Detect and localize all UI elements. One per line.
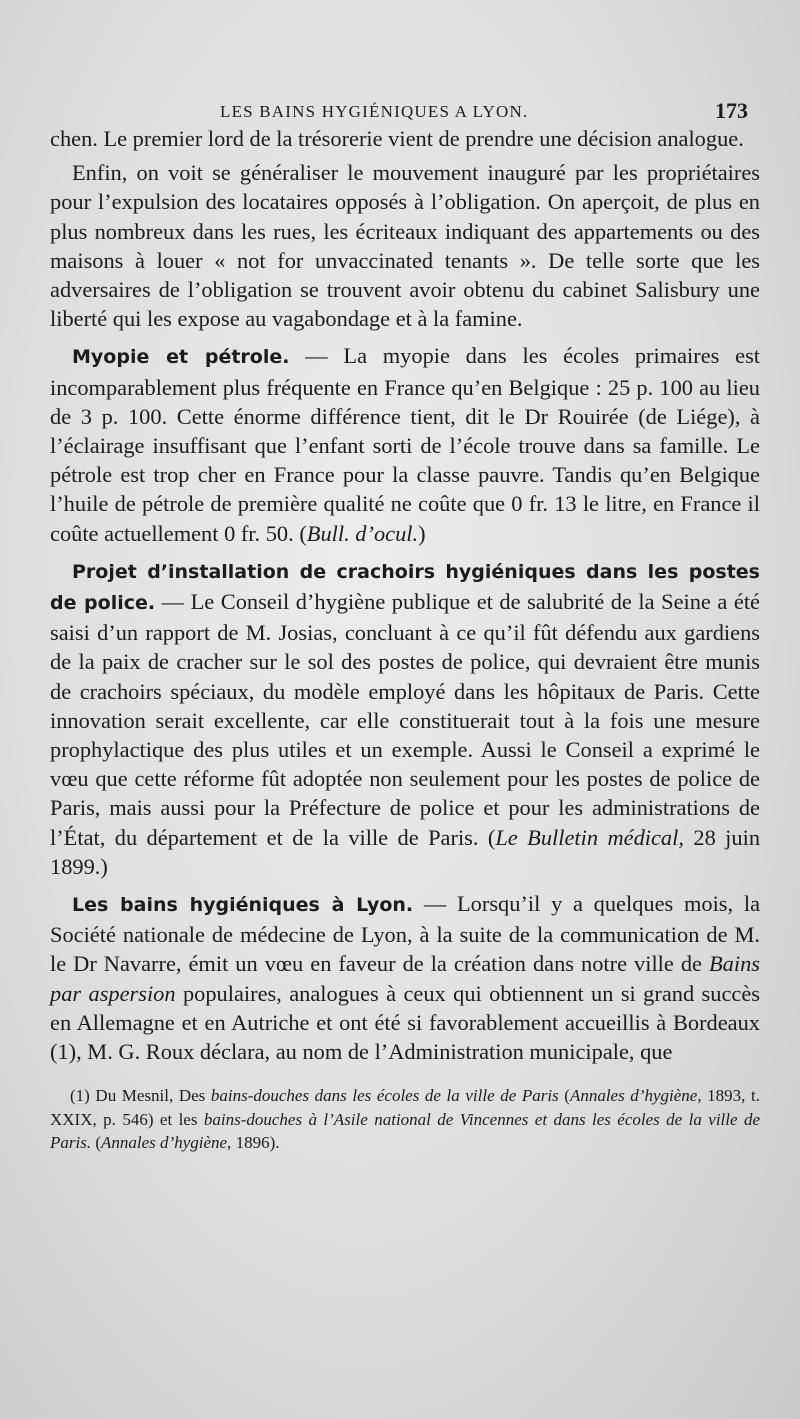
section-heading: Projet d’installation de crachoirs hygiéniques dans les postes de police. xyxy=(50,560,760,615)
page-header xyxy=(50,90,760,124)
citation: Bull. d’ocul. xyxy=(306,520,419,546)
paragraph-expulsion: Enfin, on voit se généraliser le mouvement inauguré par les propriétaires pour l’expulsion des locataires opposés à l’obligation. On aperçoit, de plus en plus nombreux dans les rues, les écriteaux indiquant des appartements ou des maisons à louer « not for unvaccinated tenants ». De telle sorte que les adversaires de l’obligation se trouvent avoir obtenu du cabinet Salisbury une liberté qui les expose au vagabondage et à la famine. xyxy=(50,160,760,332)
body-text xyxy=(50,124,760,1066)
section-myopie: Myopie et pétrole. — La myopie dans les écoles primaires est incomparablement plus fréquente en France qu’en Belgique : 25 p. 100 au lieu de 3 p. 100. Cette énorme différence tient, dit le Dr Rouirée (de Liége), à l’éclairage insuffisant que l’enfant sorti de l’école trouve dans sa famille. Le pétrole est trop cher en France pour la classe pauvre. Tandis qu’en Belgique l’huile de pétrole de première qualité ne coûte que 0 fr. 13 le litre, en France il coûte actuellement 0 fr. 50. (Bull. d’ocul.) xyxy=(50,343,761,546)
section-crachoirs: Projet d’installation de crachoirs hygiéniques dans les postes de police. — Le Conseil d’hygiène publique et de salubrité de la Seine a été saisi d’un rapport de M. Josias, concluant à ce qu’il fût défendu aux gardiens de la paix de cracher sur le sol des postes de police, qui devraient être munis de crachoirs spéciaux, du modèle employé dans les hôpitaux de Paris. Cette innovation serait excellente, car elle constituerait tout à la fois une mesure prophylactique des plus utiles et un exemple. Aussi le Conseil a exprimé le vœu que cette réforme fût adoptée non seulement pour les postes de police de Paris, mais aussi pour la Préfecture de police et pour les administrations de l’État, du département et de la ville de Paris. (Le Bulletin médical, 28 juin 1899.) xyxy=(50,560,761,879)
section-heading: Les bains hygiéniques à Lyon. xyxy=(72,894,414,917)
running-title: LES BAINS HYGIÉNIQUES A LYON. xyxy=(220,102,529,121)
citation: Bains par aspersion xyxy=(50,951,760,1006)
citation: Le Bulletin médical, xyxy=(495,824,684,850)
footnote: (1) Du Mesnil, Des bains-douches dans les écoles de la ville de Paris (Annales d’hygiène, 1893, t. XXIX, p. 546) et les bains-douches à l’Asile national de Vincennes et dans les écoles de la ville de Paris. (Annales d’hygiène, 1896). xyxy=(50,1086,760,1153)
paragraph-continuation: chen. Le premier lord de la trésorerie vient de prendre une décision analogue. xyxy=(50,126,744,151)
page-number: 173 xyxy=(715,98,748,123)
section-bains: Les bains hygiéniques à Lyon. — Lorsqu’il y a quelques mois, la Société nationale de médecine de Lyon, à la suite de la communication de M. le Dr Navarre, émit un vœu en faveur de la création dans notre ville de Bains par aspersion populaires, analogues à ceux qui obtiennent un si grand succès en Allemagne et en Autriche et ont été si favorablement accueillis à Bordeaux (1), M. G. Roux déclara, au nom de l’Administration municipale, que xyxy=(50,891,761,1065)
section-heading: Myopie et pétrole. xyxy=(72,346,290,369)
